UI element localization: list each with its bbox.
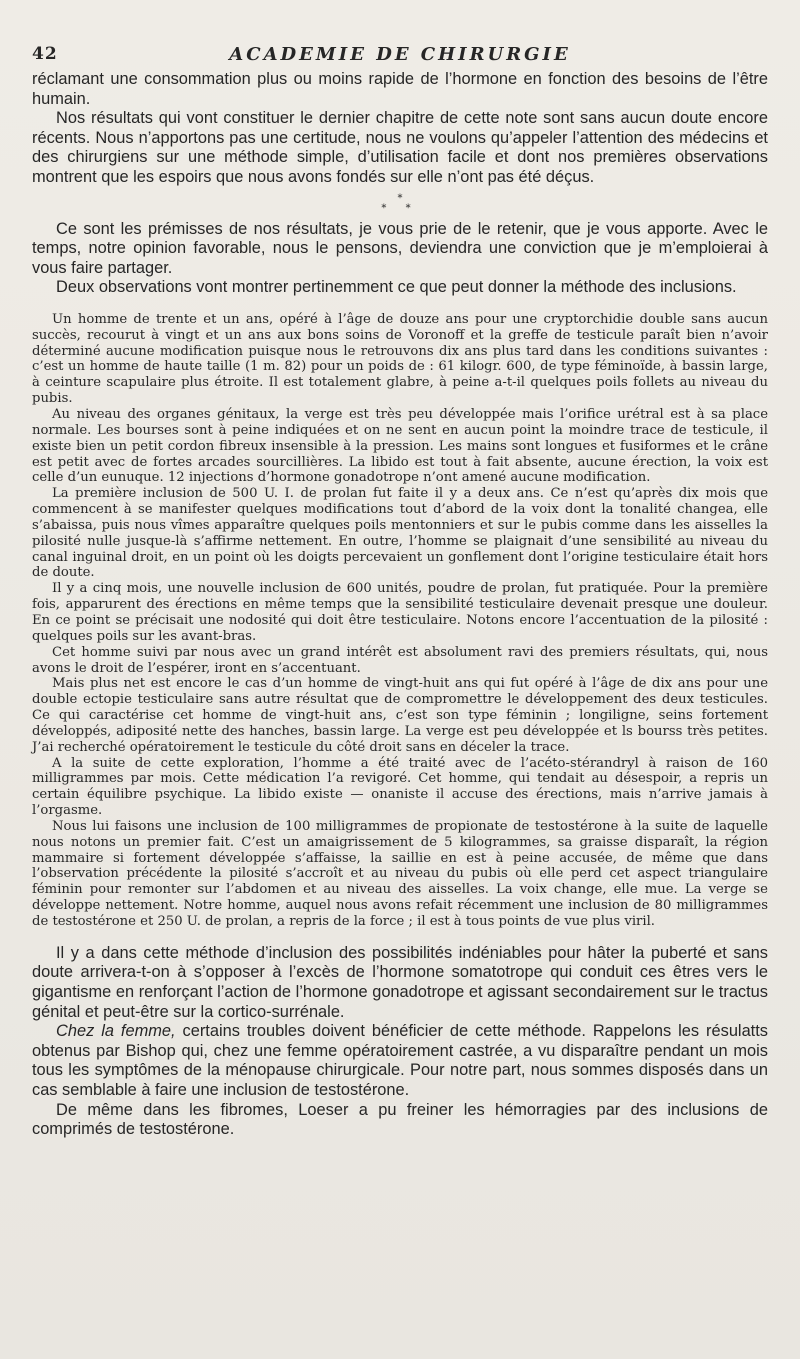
- section-separator: [32, 188, 768, 220]
- page-header: [32, 42, 768, 70]
- observation-paragraph-1: Un homme de trente et un ans, opéré à l’âge de douze ans pour une cryptorchidie double sans aucun succès, recourut à vingt et un ans aux bons soins de Voronoff et la greffe de testicule paraît bien n’avoir déterminé aucune modification puisque nous le retrouvons dix ans plus tard dans les conditions suivantes : c’est un homme de haute taille (1 m. 82) pour un poids de : 61 kilogr. 600, de type féminoïde, à bassin large, à ceinture scapulaire plus étroite. Il est totalement glabre, à peine a-t-il quelques poils follets au niveau du pubis.: [32, 311, 768, 407]
- observation-paragraph-7: A la suite de cette exploration, l’homme a été traité avec de l’acéto-stérandryl à raison de 160 milligrammes par mois. Cette médication l’a revigoré. Cet homme, qui tendait au désespoir, a repris un certain équilibre psychique. La libido existe — onaniste il accuse des érections, mais n’arrive jamais à l’orgasme.: [32, 755, 768, 819]
- separator-star-bottom: * *: [381, 202, 419, 214]
- running-title: ACADEMIE DE CHIRURGIE: [229, 44, 571, 65]
- observation-paragraph-4: Il y a cinq mois, une nouvelle inclusion de 600 unités, poudre de prolan, fut pratiquée. Pour la première fois, apparurent des érections en même temps que la sensibilité testiculaire devenait presque une douleur. En ce point se précisait une nodosité qui doit être testiculaire. Notons encore l’accentuation de la pilosité : quelques poils sur les avant-bras.: [32, 581, 768, 644]
- observation-paragraph-5: Cet homme suivi par nous avec un grand intérêt est absolument ravi des premiers résultats, qui, nous avons le droit de l’espérer, iront en s’accentuant.: [32, 644, 768, 676]
- intro-paragraph-1: réclamant une consommation plus ou moins rapide de l’hormone en fonction des besoins de l’être humain.: [32, 70, 768, 108]
- conclusion-paragraph-3: De même dans les fibromes, Loeser a pu freiner les hémorragies par des inclusions de comprimés de testostérone.: [32, 1100, 768, 1139]
- conclusion-paragraph-2: [32, 1022, 768, 1100]
- observation-paragraph-2: Au niveau des organes génitaux, la verge est très peu développée mais l’orifice urétral est à sa place normale. Les bourses sont à peine indiquées et on ne sent en aucun point la moindre trace de testicule, il existe bien un petit cordon fibreux insensible à la pression. Les mains sont longues et fusiformes et le crâne est petit avec de fortes arcades sourcillières. La libido est tout à fait absente, aucune érection, la voix est celle d’un eunuque. 12 injections d’hormone gonadotrope n’ont amené aucune modification.: [32, 407, 768, 486]
- observation-paragraph-8: Nous lui faisons une inclusion de 100 milligrammes de propionate de testostérone à la suite de laquelle nous notons un premier fait. C’est un amaigrissement de 5 kilogrammes, sa graisse disparaît, la région mammaire si fortement développée s’affaisse, la saillie en est à peine accusée, de même que dans l’observation précédente la pilosité s’accroît et au niveau du pubis où elle perd cet aspect triangulaire féminin pour remonter sur l’abdomen et au niveau des aisselles. La voix change, elle mue. La verge se développe nettement. Notre homme, auquel nous avons refait récemment une inclusion de 80 milligrammes de testostérone et 250 U. de prolan, a repris de la force ; il est à tous points de vue plus viril.: [32, 818, 768, 929]
- observation-paragraph-3: La première inclusion de 500 U. I. de prolan fut faite il y a deux ans. Ce n’est qu’après dix mois que commencent à se manifester quelques modifications tout d’abord de la voix dont la tonalité changea, elle s’abaissa, puis nous vîmes apparaître quelques poils mentonniers et sur le pubis comme dans les aisselles la pilosité nulle jusque-là s’affirme nettement. En outre, l’homme se plaignait d’une sensibilité au niveau du canal inguinal droit, en un point où les doigts percevaient un gonflement dont l’origine testiculaire était hors de doute.: [32, 486, 768, 581]
- spacer: [32, 298, 768, 312]
- observations-block: [32, 312, 768, 930]
- intro-paragraph-2: Nos résultats qui vont constituer le dernier chapitre de cette note sont sans aucun doute encore récents. Nous n’apportons pas une certitude, nous ne voulons qu’appeler l’attention des médecins et des chirurgiens sur une méthode simple, d’utilisation facile et dont nos premières observations montrent que les espoirs que nous avons fondés sur elle n’ont pas été déçus.: [32, 109, 768, 186]
- conclusion-italic-lead: Chez la femme,: [56, 1022, 176, 1041]
- spacer: [32, 930, 768, 944]
- section2-paragraph-2: Deux observations vont montrer pertinemment ce que peut donner la méthode des inclusions.: [56, 278, 737, 297]
- conclusion-paragraph-1: Il y a dans cette méthode d’inclusion des possibilités indéniables pour hâter la puberté et sans doute arrivera-t-on à s’opposer à l’excès de l’hormone somatotrope qui conduit ces êtres vers le gigantisme en renforçant l’action de l’hormone gonadotrope et agissant secondairement sur le tractus génital et peut-être sur la cortico-surrénale.: [32, 943, 768, 1021]
- observation-paragraph-6: Mais plus net est encore le cas d’un homme de vingt-huit ans qui fut opéré à l’âge de dix ans pour une double ectopie testiculaire sans autre résultat que de compromettre le développement des deux testicules. Ce qui caractérise cet homme de vingt-huit ans, c’est son type féminin ; longiligne, seins fortement développés, adiposité nette des hanches, bassin large. La verge est peu développée et ls bourss très petites. J’ai recherché opératoirement le testicule du côté droit sans en déceler la trace.: [32, 676, 768, 755]
- conclusion-paragraph-2-text: certains troubles doivent bénéficier de cette méthode. Rappelons les résulatts obtenus par Bishop qui, chez une femme opératoirement castrée, a vu disparaître pendant un mois tous les symptômes de la ménopause chirurgicale. Pour notre part, nous sommes disposés dans un cas semblable à faire une inclusion de testostérone.: [32, 1022, 768, 1099]
- page-number: 42: [32, 44, 58, 64]
- separator-star-top: *: [397, 192, 403, 204]
- section2-paragraph-1: Ce sont les prémisses de nos résultats, je vous prie de le retenir, que je vous apporte. Avec le temps, notre opinion favorable, nous le pensons, deviendra une conviction que je m’emploierai à vous faire partager.: [32, 219, 768, 277]
